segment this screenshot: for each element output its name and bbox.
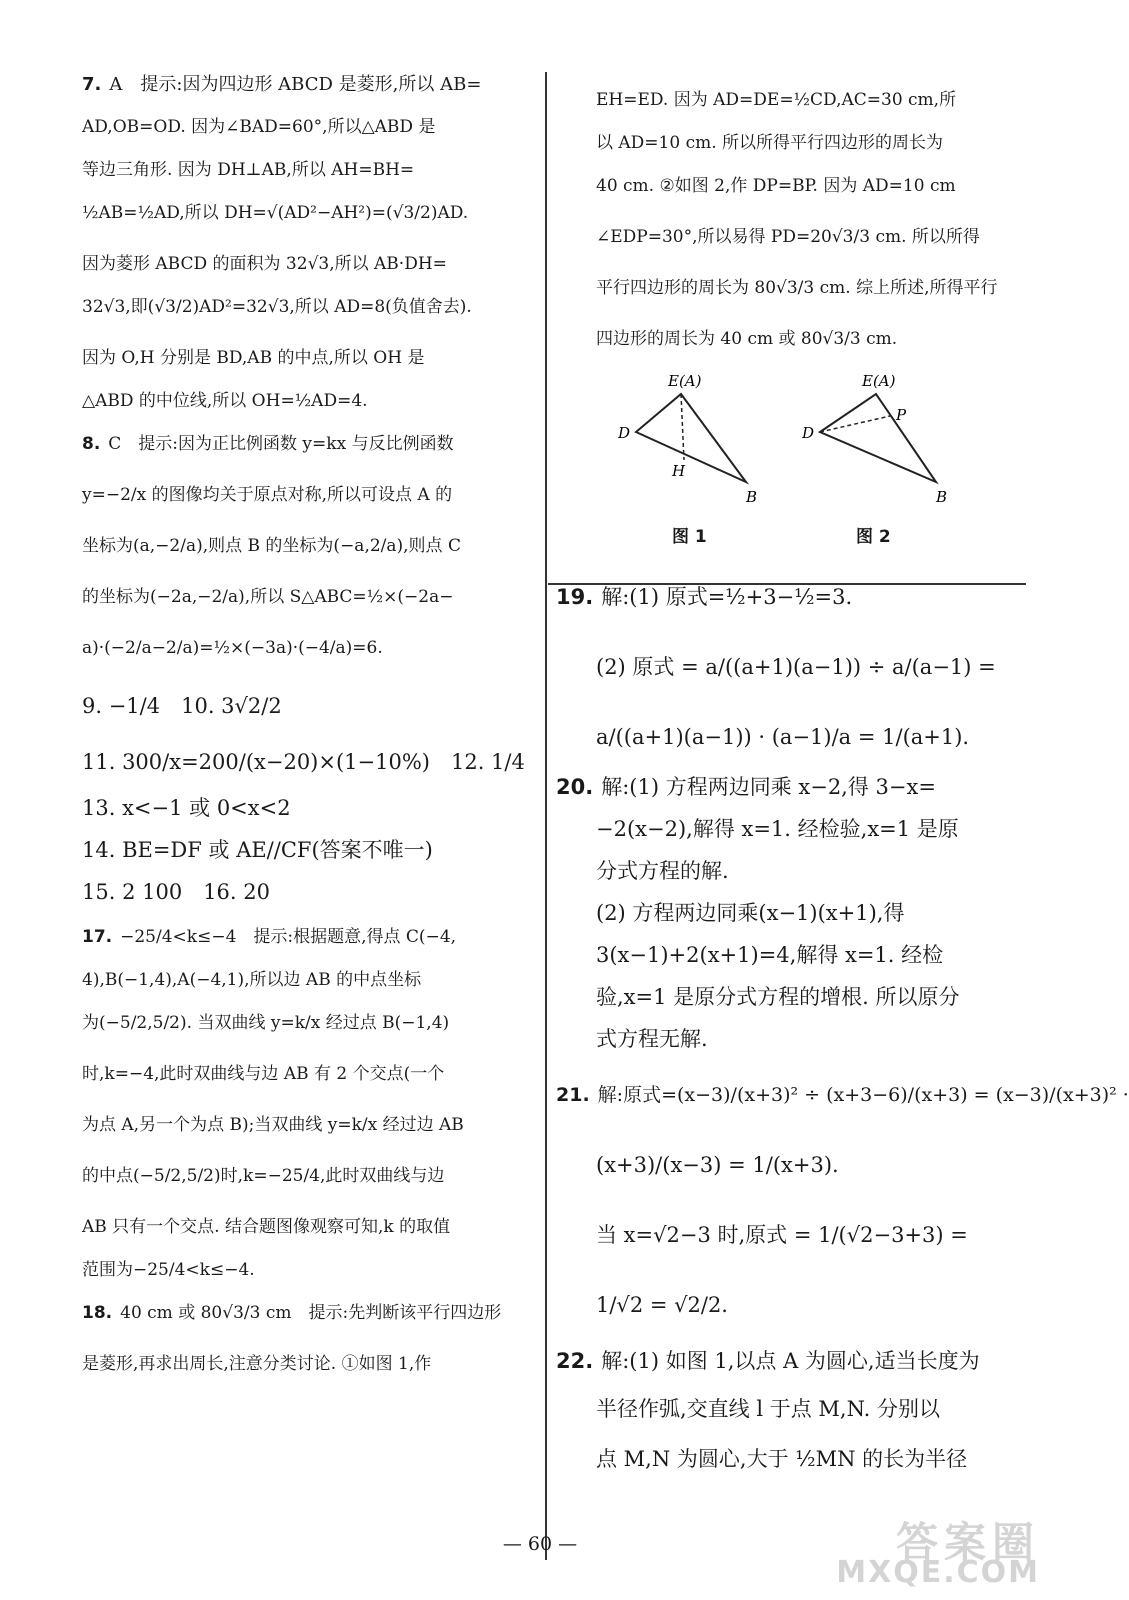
answer-7-line-4: ½AB=½AD,所以 DH=√(AD²−AH²)=(√3/2)AD. [82,203,469,223]
answer-18-cont-line-2: 以 AD=10 cm. 所以所得平行四边形的周长为 [596,133,944,153]
answer-8-line-1: 8. C 提示:因为正比例函数 y=kx 与反比例函数 [82,434,454,454]
answer-8 [82,430,544,663]
answer-21-line-2: (x+3)/(x−3) = 1/(x+3). [596,1153,839,1177]
answer-18-line-2: 是菱形,再求出周长,注意分类讨论. ①如图 1,作 [82,1354,432,1374]
answer-18-continued [556,86,1026,354]
answer-7-line-3: 等边三角形. 因为 DH⊥AB,所以 AH=BH= [82,160,415,180]
answer-21-line-3: 当 x=√2−3 时,原式 = 1/(√2−3+3) = [596,1223,968,1247]
answer-17-line-4: 时,k=−4,此时双曲线与边 AB 有 2 个交点(一个 [82,1064,445,1084]
answer-21 [556,1074,1129,1326]
answer-22-line-2: 半径作弧,交直线 l 于点 M,N. 分别以 [596,1397,940,1421]
answer-17-line-6: 的中点(−5/2,5/2)时,k=−25/4,此时双曲线与边 [82,1166,445,1186]
figures [556,370,1026,547]
answer-17-line-8: 范围为−25/4<k≤−4. [82,1260,255,1280]
svg-text:B: B [936,488,948,506]
answer-20-line-6: 验,x=1 是原分式方程的增根. 所以原分 [596,985,960,1009]
question-number: 19. [556,585,594,609]
svg-text:D: D [618,424,631,442]
answer-17-line-1: 17. −25/4<k≤−4 提示:根据题意,得点 C(−4, [82,927,457,947]
answer-15-16: 15. 2 100 16. 20 [82,880,270,904]
answer-7-line-2: AD,OB=OD. 因为∠BAD=60°,所以△ABD 是 [82,117,436,137]
answer-8-line-2: y=−2/x 的图像均关于原点对称,所以可设点 A 的 [82,485,453,505]
answer-19-line-2: (2) 原式 = a/((a+1)(a−1)) ÷ a/(a−1) = [596,655,996,679]
answer-21-line-1: 21. 解:原式=(x−3)/(x+3)² ÷ (x+3−6)/(x+3) = (x−3)/(x+3)² · [556,1084,1129,1106]
answer-7-line-8: △ABD 的中位线,所以 OH=½AD=4. [82,391,368,411]
watermark-top: 答案圈 [895,1518,1040,1567]
answer-17 [82,923,544,1285]
figure-2 [801,372,947,506]
answer-8-line-3: 坐标为(a,−2/a),则点 B 的坐标为(−a,2/a),则点 C [82,536,461,556]
svg-text:P: P [896,406,907,424]
answer-20-line-1: 20. 解:(1) 方程两边同乘 x−2,得 3−x= [556,775,936,799]
svg-text:E(A): E(A) [668,372,702,390]
question-number: 8. [82,434,101,454]
answer-17-line-3: 为(−5/2,5/2). 当双曲线 y=k/x 经过点 B(−1,4) [82,1013,450,1033]
question-number: 21. [556,1084,590,1106]
answer-7-line-6: 32√3,即(√3/2)AD²=32√3,所以 AD=8(负值舍去). [82,297,472,317]
svg-text:H: H [672,462,686,480]
answer-19-line-1: 19. 解:(1) 原式=½+3−½=3. [556,585,853,609]
answer-20-line-2: −2(x−2),解得 x=1. 经检验,x=1 是原 [596,817,959,841]
svg-text:D: D [802,424,815,442]
answer-9-10: 9. −1/4 10. 3√2/2 [82,694,282,718]
column-divider [545,72,547,1560]
watermark-logo [836,1518,1040,1590]
answer-21-line-4: 1/√2 = √2/2. [596,1293,728,1317]
question-number: 7. [82,74,102,95]
page-number: — 60 — [502,1533,578,1555]
answer-20 [556,766,1026,1060]
answer-8-line-4: 的坐标为(−2a,−2/a),所以 S△ABC=½×(−2a− [82,587,454,607]
answer-13: 13. x<−1 或 0<x<2 [82,796,291,820]
answer-11-12: 11. 300/x=200/(x−20)×(1−10%) 12. 1/4 [82,750,525,774]
answer-20-line-5: 3(x−1)+2(x+1)=4,解得 x=1. 经检 [596,943,944,967]
svg-text:B: B [746,488,758,506]
answer-18-cont-line-1: EH=ED. 因为 AD=DE=½CD,AC=30 cm,所 [596,90,957,110]
watermark-bottom: MXQE.COM [836,1555,1040,1590]
answer-17-line-7: AB 只有一个交点. 结合题图像观察可知,k 的取值 [82,1217,451,1237]
figure-2-caption: 图 2 [856,527,891,547]
question-number: 20. [556,775,594,799]
answer-7-line-7: 因为 O,H 分别是 BD,AB 的中点,所以 OH 是 [82,348,425,368]
answer-7-line-1: 7. A 提示:因为四边形 ABCD 是菱形,所以 AB= [82,74,482,95]
answer-22 [556,1340,1026,1480]
svg-text:E(A): E(A) [862,372,896,390]
figure-1 [617,372,757,506]
right-column [556,86,1129,1480]
triangle-figures [556,370,1026,540]
question-number: 22. [556,1349,594,1373]
answer-22-line-3: 点 M,N 为圆心,大于 ½MN 的长为半径 [596,1447,968,1471]
figure-1-caption: 图 1 [672,527,707,547]
answer-7-line-5: 因为菱形 ABCD 的面积为 32√3,所以 AB·DH= [82,254,447,274]
question-number: 17. [82,927,113,947]
answer-8-line-5: a)·(−2/a−2/a)=½×(−3a)·(−4/a)=6. [82,638,383,658]
answer-22-line-1: 22. 解:(1) 如图 1,以点 A 为圆心,适当长度为 [556,1349,980,1373]
left-column [82,70,544,1393]
question-number: 18. [82,1303,113,1323]
answer-18-cont-line-6: 四边形的周长为 40 cm 或 80√3/3 cm. [596,329,898,349]
answer-18 [82,1299,544,1379]
answer-17-line-2: 4),B(−1,4),A(−4,1),所以边 AB 的中点坐标 [82,970,422,990]
answer-7 [82,70,544,416]
answer-17-line-5: 为点 A,另一个为点 B);当双曲线 y=k/x 经过边 AB [82,1115,464,1135]
answer-18-cont-line-5: 平行四边形的周长为 80√3/3 cm. 综上所述,所得平行 [596,278,998,298]
answer-18-cont-line-4: ∠EDP=30°,所以易得 PD=20√3/3 cm. 所以所得 [596,227,980,247]
answer-14: 14. BE=DF 或 AE//CF(答案不唯一) [82,838,433,862]
answer-18-cont-line-3: 40 cm. ②如图 2,作 DP=BP. 因为 AD=10 cm [596,176,956,196]
answer-19 [556,576,1026,758]
answer-20-line-4: (2) 方程两边同乘(x−1)(x+1),得 [596,901,905,925]
answer-19-line-3: a/((a+1)(a−1)) · (a−1)/a = 1/(a+1). [596,725,970,749]
answer-20-line-3: 分式方程的解. [596,859,729,883]
answer-20-line-7: 式方程无解. [596,1027,708,1051]
answer-18-line-1: 18. 40 cm 或 80√3/3 cm 提示:先判断该平行四边形 [82,1303,502,1323]
